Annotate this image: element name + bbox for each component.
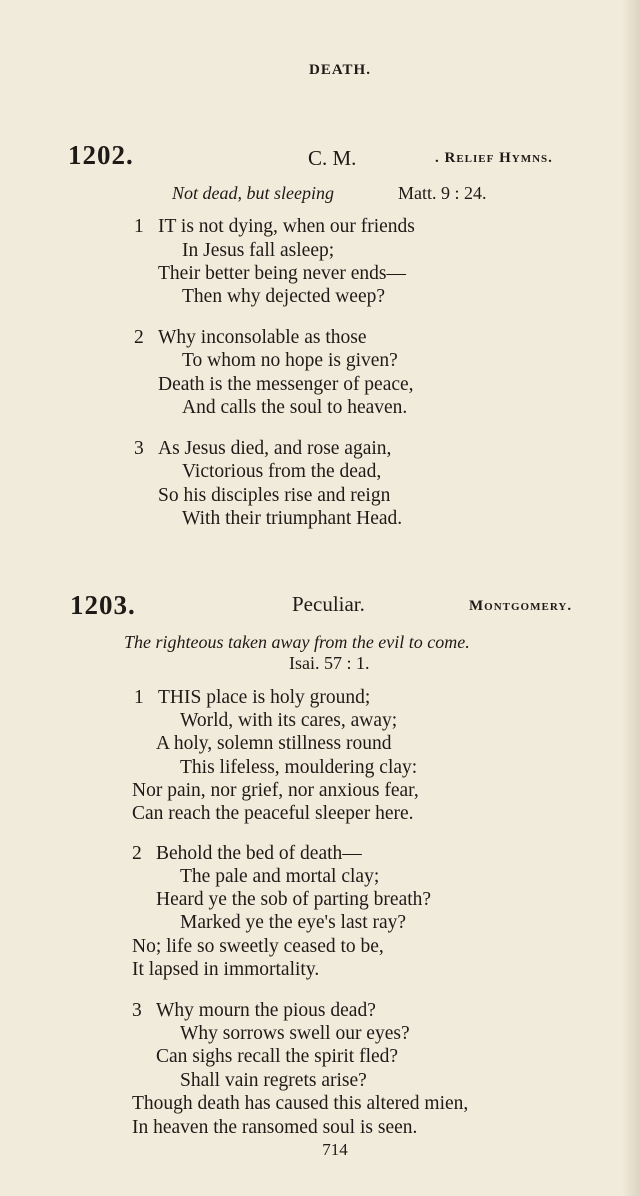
hymn-subtitle: Not dead, but sleeping bbox=[172, 183, 334, 203]
page-number: 714 bbox=[322, 1140, 348, 1159]
verse-line: No; life so sweetly ceased to be, bbox=[132, 936, 384, 957]
hymn-scripture: Isai. 57 : 1. bbox=[289, 653, 370, 673]
verse-line: THIS place is holy ground; bbox=[158, 687, 371, 708]
stanza-number: 3 bbox=[132, 1000, 142, 1021]
verse-line: Why sorrows swell our eyes? bbox=[180, 1023, 410, 1044]
verse-line: This lifeless, mouldering clay: bbox=[180, 757, 418, 778]
hymn-scripture: Matt. 9 : 24. bbox=[398, 183, 487, 203]
verse-line: Then why dejected weep? bbox=[182, 286, 386, 307]
verse-line: The pale and mortal clay; bbox=[180, 866, 380, 887]
hymn-meter: C. M. bbox=[308, 146, 357, 170]
stanza-number: 3 bbox=[134, 438, 144, 459]
verse-line: Why mourn the pious dead? bbox=[156, 1000, 376, 1021]
verse-line: So his disciples rise and reign bbox=[158, 485, 391, 506]
hymn-meter: Peculiar. bbox=[292, 592, 365, 616]
verse-line: To whom no hope is given? bbox=[182, 350, 398, 371]
verse-line: Can sighs recall the spirit fled? bbox=[156, 1046, 399, 1067]
verse-line: Why inconsolable as those bbox=[158, 327, 367, 348]
verse-line: Victorious from the dead, bbox=[182, 461, 382, 482]
verse-line: Can reach the peaceful sleeper here. bbox=[132, 803, 414, 824]
verse-line: In heaven the ransomed soul is seen. bbox=[132, 1117, 418, 1138]
verse-line: Death is the messenger of peace, bbox=[158, 374, 414, 395]
running-header: DEATH. bbox=[309, 62, 371, 78]
hymn-source: Montgomery. bbox=[469, 598, 573, 614]
stanza-number: 1 bbox=[134, 687, 144, 708]
verse-line: As Jesus died, and rose again, bbox=[158, 438, 392, 459]
hymn-source: . Relief Hymns. bbox=[435, 150, 553, 166]
verse-line: It lapsed in immortality. bbox=[132, 959, 320, 980]
verse-line: Behold the bed of death— bbox=[156, 843, 362, 864]
verse-line: Shall vain regrets arise? bbox=[180, 1070, 367, 1091]
verse-line: With their triumphant Head. bbox=[182, 508, 403, 529]
verse-line: Heard ye the sob of parting breath? bbox=[156, 889, 432, 910]
hymn-number: 1202. bbox=[68, 140, 134, 170]
stanza-number: 1 bbox=[134, 216, 144, 237]
verse-line: A holy, solemn stillness round bbox=[156, 733, 392, 754]
verse-line: Marked ye the eye's last ray? bbox=[180, 912, 407, 933]
verse-line: Their better being never ends— bbox=[158, 263, 406, 284]
verse-line: And calls the soul to heaven. bbox=[182, 397, 408, 418]
verse-line: Though death has caused this altered mien, bbox=[132, 1093, 469, 1114]
verse-line: IT is not dying, when our friends bbox=[158, 216, 415, 237]
hymn-subtitle: The righteous taken away from the evil to come. bbox=[124, 632, 470, 652]
hymn-number: 1203. bbox=[70, 590, 136, 620]
verse-line: In Jesus fall asleep; bbox=[182, 240, 335, 261]
stanza-number: 2 bbox=[132, 843, 142, 864]
verse-line: World, with its cares, away; bbox=[180, 710, 398, 731]
page-edge-shadow bbox=[622, 0, 640, 1196]
stanza-number: 2 bbox=[134, 327, 144, 348]
verse-line: Nor pain, nor grief, nor anxious fear, bbox=[132, 780, 419, 801]
